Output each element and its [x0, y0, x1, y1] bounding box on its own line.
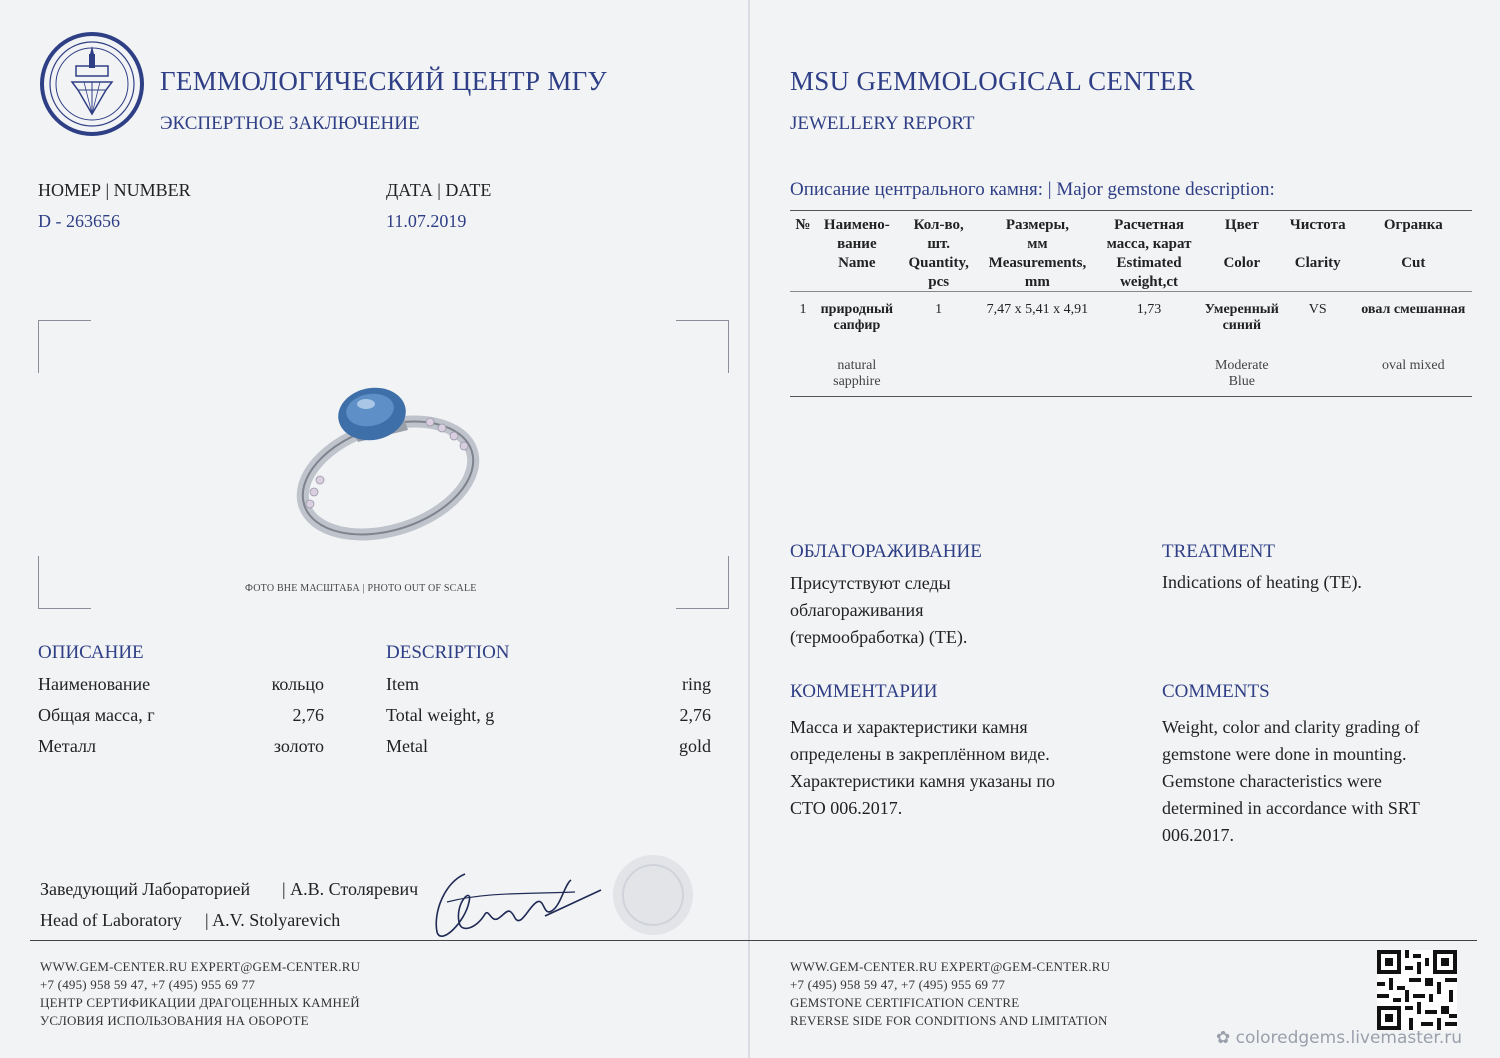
- title-en: MSU GEMMOLOGICAL CENTER: [790, 66, 1195, 96]
- cell: [790, 334, 816, 390]
- cell: [1281, 334, 1355, 390]
- col-header-en: Quantity, pcs: [908, 255, 969, 290]
- ring-photo: [280, 370, 500, 550]
- footer-line: REVERSE SIDE FOR CONDITIONS AND LIMITATION: [790, 1013, 1108, 1028]
- table-header-en: [790, 254, 1472, 292]
- cell: 7,47 x 5,41 x 4,91: [986, 302, 1089, 317]
- desc-en-label: Total weight, g: [386, 705, 495, 725]
- col-header: Огранка: [1383, 217, 1443, 233]
- cell: 1,73: [1136, 302, 1162, 317]
- comments-en-title: COMMENTS: [1162, 681, 1270, 702]
- footer-line: GEMSTONE CERTIFICATION CENTRE: [790, 995, 1020, 1010]
- frame-corner: [676, 320, 729, 373]
- desc-ru-value: 2,76: [292, 705, 324, 725]
- frame-corner: [676, 556, 729, 609]
- frame-corner: [38, 556, 91, 609]
- desc-en-value: gold: [678, 736, 711, 756]
- treatment-en-title: TREATMENT: [1162, 541, 1275, 562]
- col-header-en: Clarity: [1294, 255, 1341, 271]
- table-rule-bottom: [790, 396, 1472, 397]
- cell: natural sapphire: [833, 358, 881, 389]
- cell: природный сапфир: [820, 302, 894, 333]
- frame-corner: [38, 320, 91, 373]
- date-label: ДАТА | DATE: [386, 180, 492, 200]
- footer-line: +7 (495) 958 59 47, +7 (495) 955 69 77: [790, 977, 1006, 992]
- left-footer: [40, 958, 360, 1030]
- treatment-ru-text: Присутствуют следы облагораживания (термообработка) (ТЕ).: [790, 573, 968, 647]
- watermark: [1216, 1028, 1462, 1048]
- footer-line: WWW.GEM-CENTER.RU EXPERT@GEM-CENTER.RU: [790, 959, 1111, 974]
- desc-ru-value: золото: [273, 736, 324, 756]
- subtitle-en: JEWELLERY REPORT: [790, 113, 975, 134]
- cell: oval mixed: [1381, 358, 1445, 373]
- msu-seal-logo: [40, 32, 145, 137]
- table-row-en: [790, 334, 1472, 390]
- number-value: D - 263656: [38, 211, 120, 231]
- description-en-title: DESCRIPTION: [386, 642, 510, 663]
- fold-line: [748, 0, 750, 1058]
- col-header-en: Color: [1223, 255, 1261, 271]
- comments-ru-text: Масса и характеристики камня определены в закреплённом виде. Характеристики камня указаны по СТО 006.2017.: [790, 717, 1056, 818]
- desc-ru-value: кольцо: [271, 674, 324, 694]
- qr-code[interactable]: [1377, 950, 1457, 1030]
- col-header: Расчетная масса, карат: [1106, 217, 1192, 252]
- footer-line: УСЛОВИЯ ИСПОЛЬЗОВАНИЯ НА ОБОРОТЕ: [40, 1013, 309, 1028]
- col-header: Размеры, мм: [1005, 217, 1069, 252]
- head-ru-label: Заведующий Лабораторией: [40, 879, 251, 899]
- cell: [980, 334, 1096, 390]
- col-header-en: Estimated weight,ct: [1116, 255, 1182, 290]
- watermark-text: coloredgems.livemaster.ru: [1235, 1028, 1462, 1048]
- col-header: №: [795, 217, 811, 233]
- treatment-en-text: Indications of heating (TE).: [1162, 572, 1362, 592]
- embossed-stamp: [610, 852, 696, 938]
- desc-ru-label: Общая масса, г: [38, 705, 155, 725]
- footer-line: +7 (495) 958 59 47, +7 (495) 955 69 77: [40, 977, 256, 992]
- cell: Moderate Blue: [1214, 358, 1269, 389]
- footer-divider: [30, 940, 1477, 941]
- date-value: 11.07.2019: [386, 211, 467, 231]
- cell: 1: [935, 302, 943, 317]
- table-header-ru: [790, 210, 1472, 254]
- title-ru: ГЕММОЛОГИЧЕСКИЙ ЦЕНТР МГУ: [160, 66, 607, 96]
- cell: [1095, 334, 1202, 390]
- footer-line: ЦЕНТР СЕРТИФИКАЦИИ ДРАГОЦЕННЫХ КАМНЕЙ: [40, 995, 360, 1010]
- head-ru-name: | А.В. Столяревич: [282, 879, 419, 899]
- col-header-en: Cut: [1401, 255, 1426, 271]
- table-row: [790, 292, 1472, 334]
- col-header: Кол-во, шт.: [913, 217, 964, 252]
- signature: [425, 862, 605, 952]
- desc-en-value: ring: [682, 674, 711, 694]
- comments-en-text: Weight, color and clarity grading of gemstone were done in mounting. Gemstone characteristics were determined in accordance with SRT 006.2017.: [1162, 717, 1420, 845]
- footer-line: WWW.GEM-CENTER.RU EXPERT@GEM-CENTER.RU: [40, 959, 361, 974]
- subtitle-ru: ЭКСПЕРТНОЕ ЗАКЛЮЧЕНИЕ: [160, 113, 420, 134]
- col-header-en: [790, 254, 816, 292]
- desc-en-value: 2,76: [679, 705, 711, 725]
- col-header: Наимено- вание: [823, 217, 890, 252]
- cell: Умеренный синий: [1204, 302, 1279, 333]
- table-rule-mid: [790, 291, 1472, 292]
- gemstone-table-title: Описание центрального камня: | Major gemstone description:: [790, 179, 1275, 200]
- description-ru-title: ОПИСАНИЕ: [38, 642, 144, 663]
- desc-ru-label: Металл: [38, 736, 96, 756]
- cell: VS: [1308, 302, 1327, 317]
- desc-ru-label: Наименование: [38, 674, 151, 694]
- photo-caption: ФОТО ВНЕ МАСШТАБА | PHOTO OUT OF SCALE: [245, 583, 477, 594]
- treatment-ru-title: ОБЛАГОРАЖИВАНИЕ: [790, 541, 982, 562]
- col-header-en: Measurements, mm: [988, 255, 1087, 290]
- col-header: Чистота: [1289, 217, 1346, 233]
- cell: [898, 334, 980, 390]
- cell: 1: [799, 302, 807, 317]
- cell: овал смешанная: [1361, 302, 1466, 317]
- col-header-en: Name: [838, 255, 876, 271]
- col-header: Цвет: [1224, 217, 1259, 233]
- head-en-label: Head of Laboratory: [40, 910, 182, 930]
- desc-en-label: Metal: [386, 736, 428, 756]
- flower-icon: ✿: [1216, 1028, 1231, 1048]
- gemstone-table: [790, 210, 1472, 390]
- desc-en-label: Item: [386, 674, 419, 694]
- number-label: НОМЕР | NUMBER: [38, 180, 191, 200]
- head-en-name: | A.V. Stolyarevich: [205, 910, 341, 930]
- right-footer: [790, 958, 1110, 1030]
- comments-ru-title: КОММЕНТАРИИ: [790, 681, 938, 702]
